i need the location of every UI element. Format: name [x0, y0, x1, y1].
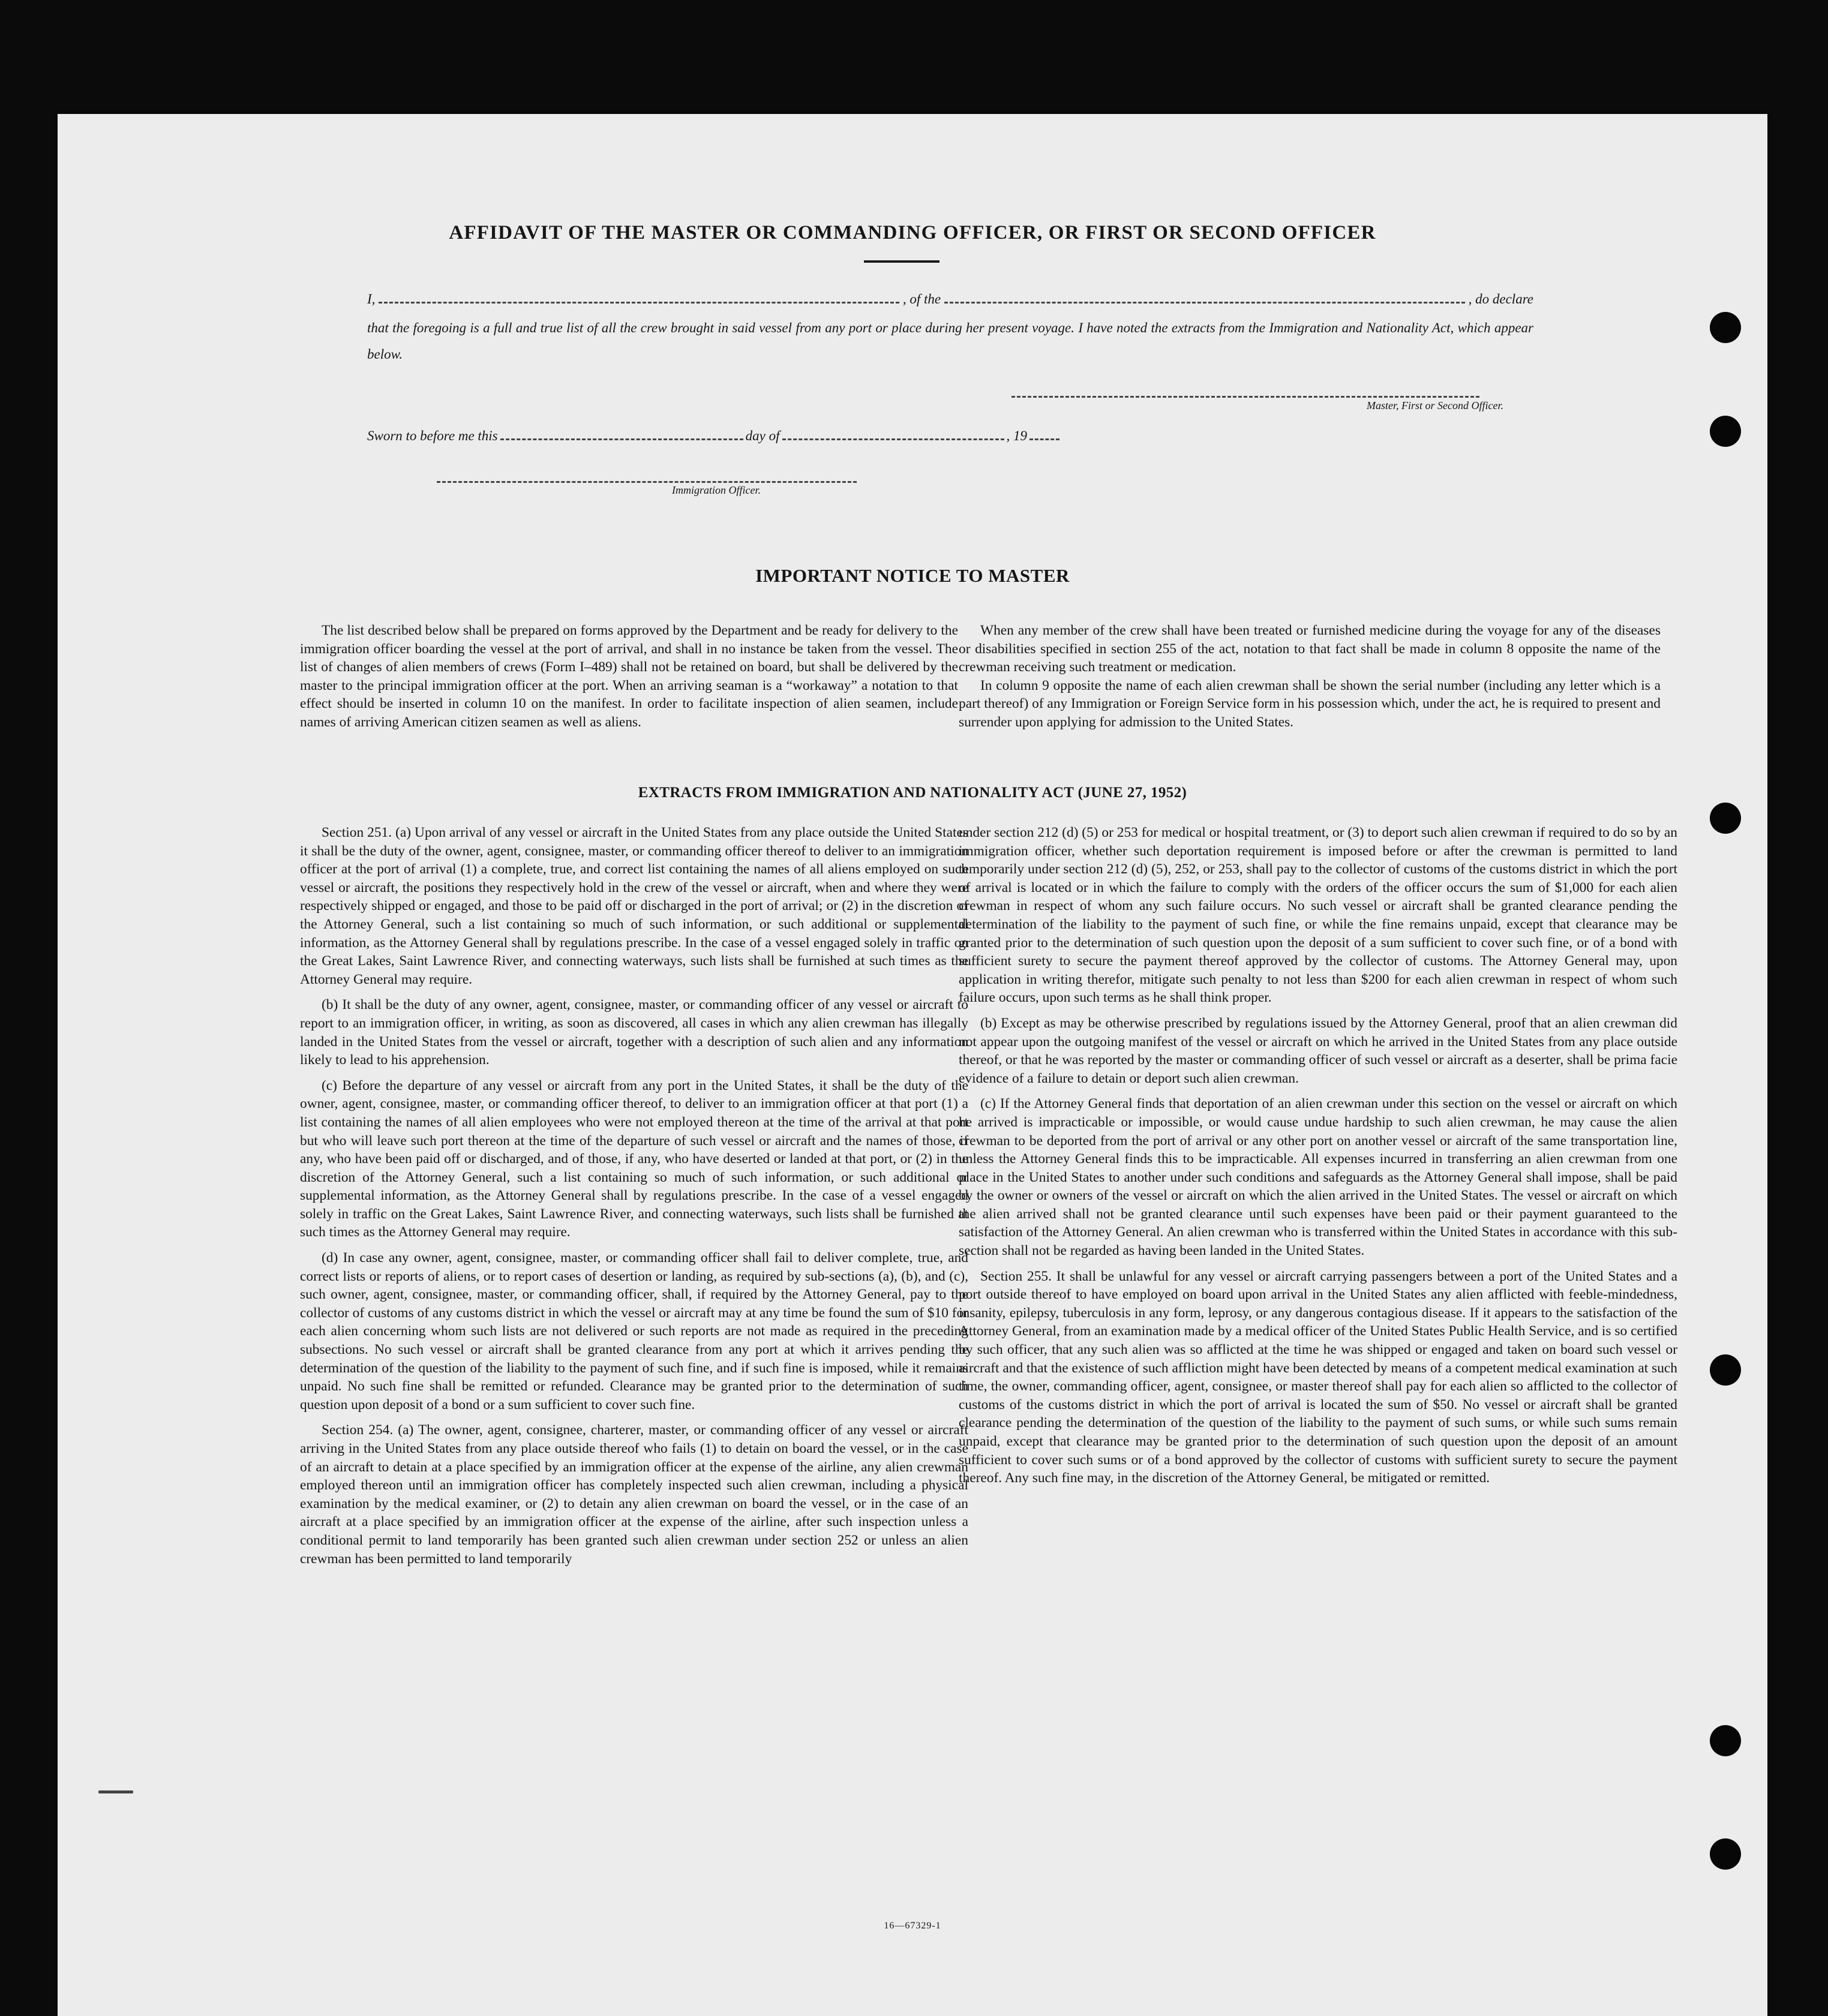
punch-hole: [1710, 803, 1741, 834]
declarant-line: [367, 291, 1533, 307]
do-declare-label: , do declare: [1468, 292, 1534, 307]
section-paragraph: (c) Before the departure of any vessel or aircraft from any port in the United States, it shall be the duty of the owner, agent, consignee, master, or commanding officer thereof, to deliver to an immigration officer at that port (1) a list containing the names of all alien employees who were not employed thereon at the time of the arrival at that port but who will leave such port thereon at the time of the departure of such vessel or aircraft and the names of those, if any, who have been paid off or discharged, and of those, if any, who have deserted or landed at that port, or (2) in the discretion of the Attorney General, such a list containing so much of such information, or such additional or supplemental information, as the Attorney General shall by regulations prescribe. In the case of a vessel engaged solely in traffic on the Great Lakes, Saint Lawrence River, and connecting waterways, such lists shall be furnished at such times as the Attorney General may require.: [300, 1077, 968, 1240]
sworn-year-field[interactable]: [1029, 428, 1059, 440]
punch-hole: [1710, 416, 1741, 447]
document-page: [58, 114, 1767, 2016]
notice-paragraph: In column 9 opposite the name of each alien crewman shall be shown the serial number (including any letter which is a part thereof) of any Immigration or Foreign Service form in his possession which, under the act, he is required to present and surrender upon applying for admission to the United States.: [959, 677, 1661, 730]
punch-hole: [1710, 1725, 1741, 1756]
notice-left-column: [300, 621, 958, 732]
immigration-officer-signature-field[interactable]: [437, 481, 857, 483]
declarant-name-field[interactable]: [379, 291, 899, 304]
extracts-left-column: [300, 824, 968, 1568]
section-paragraph: under section 212 (d) (5) or 253 for medical or hospital treatment, or (3) to deport such alien crewman if required to do so by an immigration officer, whether such deportation requirement is imposed before or after the crewman is permitted to land temporarily under section 212 (d) (5), 252, or 253, shall pay to the collector of customs of the customs district in which the port of arrival is located or in which the failure to comply with the orders of the officer occurs the sum of $1,000 for each alien crewman in respect of whom any such failure occurs. No such vessel or aircraft shall be granted clearance pending the determination of the liability to the payment of such fine, or while the fine remains unpaid, except that clearance may be granted prior to the determination of such question upon the deposit of a sum sufficient to cover such fine, or of a bond with sufficient surety to secure the payment thereof approved by the collector of customs. The Attorney General may, upon application in writing therefor, mitigate such penalty to not less than $200 for each alien crewman in respect of whom such failure occurs, upon such terms as he shall think proper.: [959, 825, 1677, 1006]
section-paragraph: (c) If the Attorney General finds that deportation of an alien crewman under this section on the vessel or aircraft on which he arrived is impracticable or impossible, or would cause undue hardship to such alien crewman, he may cause the alien crewman to be deported from the port of arrival or any other port on another vessel or aircraft of the same transportation line, unless the Attorney General finds this to be impracticable. All expenses incurred in transferring an alien crewman from one place in the United States to another under such conditions and safeguards as the Attorney General shall impose, shall be paid by the owner or owners of the vessel or aircraft on which the alien arrived in the United States. The vessel or aircraft on which the alien arrived shall not be granted clearance until such expenses have been paid or their payment guaranteed to the satisfaction of the Attorney General. An alien crewman who is transferred within the United States in accordance with this sub-section shall not be regarded as having been landed in the United States.: [959, 1096, 1677, 1259]
declaration-text: that the foregoing is a full and true list of all the crew brought in said vessel from any port or place during her present voyage. I have noted the extracts from the Immigration and Nationality Act, which appear below.: [367, 320, 1533, 362]
sworn-day-field[interactable]: [500, 428, 743, 440]
form-code: 16—67329-1: [884, 1921, 941, 1931]
day-of-label: day of: [745, 428, 780, 443]
of-the-label: , of the: [902, 292, 941, 307]
vessel-name-field[interactable]: [944, 291, 1464, 304]
i-label: I,: [367, 292, 376, 307]
sworn-month-field[interactable]: [782, 428, 1004, 440]
notice-paragraph: The list described below shall be prepared on forms approved by the Department and be ready for delivery to the immigration officer boarding the vessel at the port of arrival, and shall in no instance be taken from the vessel. The list of changes of alien members of crews (Form I–489) shall not be retained on board, but shall be delivered by the master to the principal immigration officer at the port. When an arriving seaman is a “workaway” a notation to that effect should be inserted in column 10 on the manifest. In order to facilitate inspection of alien seamen, include names of arriving American citizen seamen as well as aliens.: [300, 623, 958, 730]
notice-paragraph: When any member of the crew shall have been treated or furnished medicine during the voyage for any of the diseases or disabilities specified in section 255 of the act, notation to that fact shall be made in column 8 opposite the name of the crewman receiving such treatment or medication.: [959, 623, 1661, 675]
immigration-officer-label-row: [437, 484, 857, 497]
master-signature-label: Master, First or Second Officer.: [1367, 399, 1503, 411]
immigration-officer-label: Immigration Officer.: [672, 484, 761, 496]
extracts-right-column: [959, 824, 1677, 1488]
section-paragraph: Section 255. It shall be unlawful for any vessel or aircraft carrying passengers between a port of the United States and a port outside thereof to have employed on board upon arrival in the United States any alien afflicted with feeble-mindedness, insanity, epilepsy, tuberculosis in any form, leprosy, or any dangerous contagious disease. If it appears to the satisfaction of the Attorney General, from an examination made by a medical officer of the United States Public Health Service, and is so certified by such officer, that any such alien was so afflicted at the time he was shipped or engaged and taken on board such vessel or aircraft and that the existence of such affliction might have been detected by means of a competent medical examination at such time, the owner, commanding officer, agent, consignee, or master thereof shall pay for each alien so afflicted to the collector of customs of the customs district in which the port of arrival is located the sum of $50. No vessel or aircraft shall be granted clearance pending the determination of the question of the liability to the payment of such sums, or while such sums remain unpaid, except that clearance may be granted prior to the determination of such question upon the deposit of an amount sufficient to cover such sums or of a bond approved by the collector of customs with sufficient surety to secure the payment thereof. Any such fine may, in the discretion of the Attorney General, be mitigated or remitted.: [959, 1268, 1677, 1486]
sworn-line: [367, 428, 1099, 444]
binder-mark: [98, 1790, 133, 1793]
title-rule: [864, 260, 939, 263]
punch-hole: [1710, 1838, 1741, 1870]
year-label: , 19: [1006, 428, 1027, 443]
section-paragraph: (b) Except as may be otherwise prescribed by regulations issued by the Attorney General, proof that an alien crewman did not appear upon the outgoing manifest of the vessel or aircraft on which he arrived in the United States from any place outside thereof, or that he was reported by the master or commanding officer of such vessel or aircraft as a deserter, shall be prima facie evidence of a failure to detain or deport such alien crewman.: [959, 1015, 1677, 1086]
section-paragraph: (b) It shall be the duty of any owner, agent, consignee, master, or commanding officer of any vessel or aircraft to report to an immigration officer, in writing, as soon as discovered, all cases in which any alien crewman has illegally landed in the United States from the vessel or aircraft, together with a description of such alien and any information likely to lead to his apprehension.: [300, 997, 968, 1068]
master-signature-field[interactable]: [1011, 396, 1479, 398]
affidavit-title: AFFIDAVIT OF THE MASTER OR COMMANDING OFFICER, OR FIRST OR SECOND OFFICER: [449, 222, 1376, 244]
section-paragraph: (d) In case any owner, agent, consignee, master, or commanding officer shall fail to deliver complete, true, and correct lists or reports of aliens, or to report cases of desertion or landing, as required by sub-sections (a), (b), and (c), such owner, agent, consignee, master, or commanding officer, shall, if required by the Attorney General, pay to the collector of customs of any customs district in which the vessel or aircraft may at any time be found the sum of $10 for each alien concerning whom such lists are not delivered or such reports are not made as required in the preceding subsections. No such vessel or aircraft shall be granted clearance from any port at which it arrives pending the determination of the question of the liability to the payment of such fine, and if such fine is imposed, while it remains unpaid. No such fine shall be remitted or refunded. Clearance may be granted prior to the determination of such question upon deposit of a bond or a sum sufficient to cover such fine.: [300, 1250, 969, 1413]
punch-hole: [1710, 312, 1741, 343]
extracts-title: EXTRACTS FROM IMMIGRATION AND NATIONALITY ACT (JUNE 27, 1952): [638, 785, 1187, 801]
notice-right-column: [959, 621, 1661, 732]
section-paragraph: Section 251. (a) Upon arrival of any vessel or aircraft in the United States from any place outside the United States it shall be the duty of the owner, agent, consignee, master, or commanding officer thereof to deliver to an immigration officer at the port of arrival (1) a complete, true, and correct list containing the names of all aliens employed on such vessel or aircraft, the positions they respectively hold in the crew of the vessel or aircraft, when and where they were respectively shipped or engaged, and those to be paid off or discharged in the port of arrival; or (2) in the discretion of the Attorney General, such a list containing so much of such information, or such additional or supplemental information, as the Attorney General shall by regulations prescribe. In the case of a vessel engaged solely in traffic on the Great Lakes, Saint Lawrence River, and connecting waterways, such lists shall be furnished at such times as the Attorney General may require.: [300, 825, 968, 987]
notice-title: IMPORTANT NOTICE TO MASTER: [755, 565, 1070, 586]
sworn-label: Sworn to before me this: [367, 428, 498, 443]
punch-hole: [1710, 1354, 1741, 1386]
section-paragraph: Section 254. (a) The owner, agent, consignee, charterer, master, or commanding officer of any vessel or aircraft arriving in the United States from any place outside thereof who fails (1) to detain on board the vessel, or in the case of an aircraft to detain at a place specified by an immigration officer at the expense of the airline, any alien crewman employed thereon until an immigration officer has completely inspected such alien crewman, including a physical examination by the medical examiner, or (2) to detain any alien crewman on board the vessel, or in the case of an aircraft at a place specified by an immigration officer at the expense of the airline, after such inspection unless a conditional permit to land temporarily has been granted such alien crewman under section 252 or unless an alien crewman has been permitted to land temporarily: [300, 1422, 968, 1567]
